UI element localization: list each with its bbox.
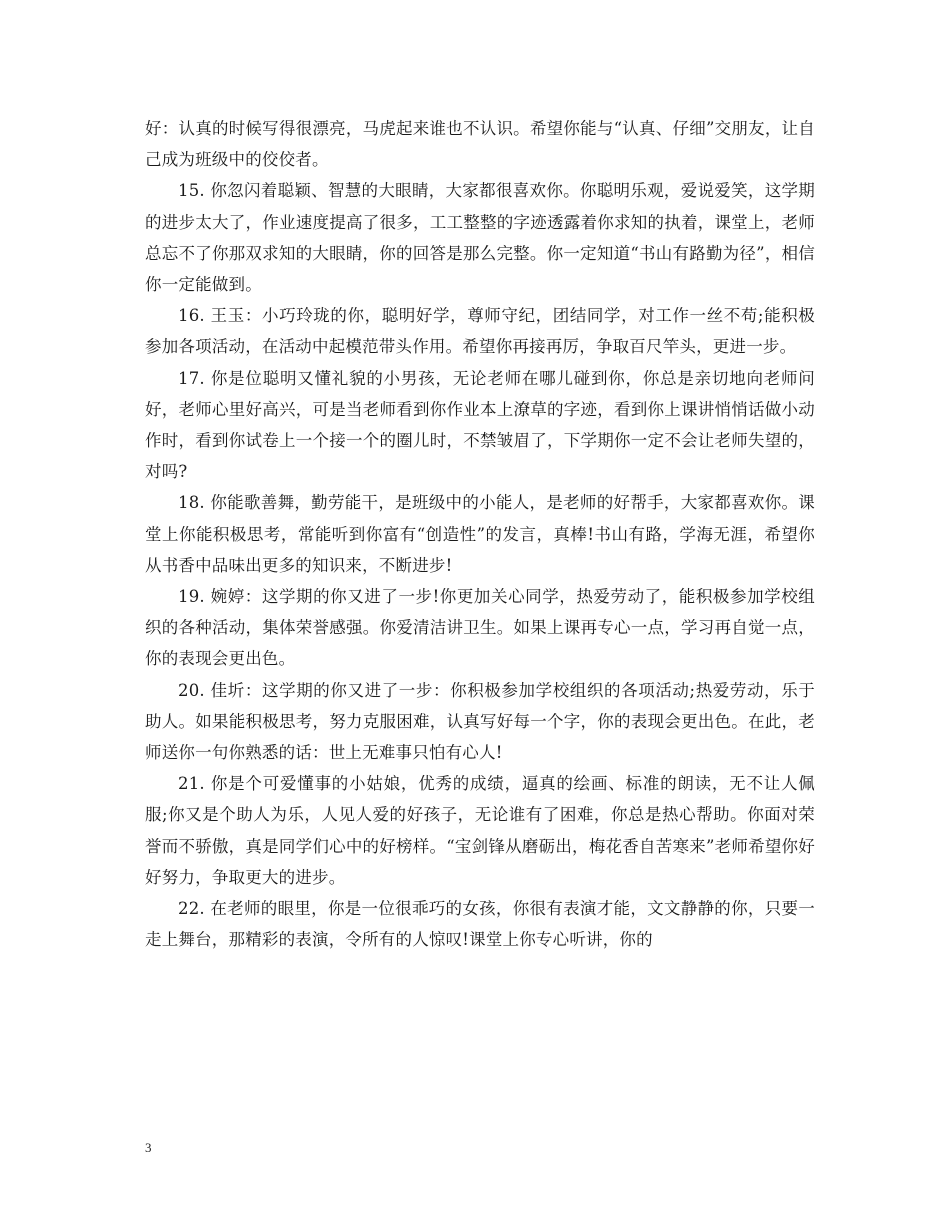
paragraph-19: 19. 婉婷：这学期的你又进了一步!你更加关心同学，热爱劳动了，能积极参加学校组织的各种活动，集体荣誉感强。你爱清洁讲卫生。如果上课再专心一点，学习再自觉一点，你的表现会更出色。 xyxy=(145,587,815,669)
document-body xyxy=(145,113,815,955)
paragraph-18: 18. 你能歌善舞，勤劳能干，是班级中的小能人，是老师的好帮手，大家都喜欢你。课堂上你能积极思考，常能听到你富有“创造性”的发言，真棒!书山有路，学海无涯，希望你从书香中品味出更多的知识来，不断进步! xyxy=(145,493,815,575)
paragraph-16: 16. 王玉：小巧玲珑的你，聪明好学，尊师守纪，团结同学，对工作一丝不苟;能积极参加各项活动，在活动中起模范带头作用。希望你再接再厉，争取百尺竿头，更进一步。 xyxy=(145,306,815,357)
paragraph-15: 15. 你忽闪着聪颖、智慧的大眼睛，大家都很喜欢你。你聪明乐观，爱说爱笑，这学期的进步太大了，作业速度提高了很多，工工整整的字迹透露着你求知的执着，课堂上，老师总忘不了你那双求知的大眼睛，你的回答是那么完整。你一定知道“书山有路勤为径”，相信你一定能做到。 xyxy=(145,181,815,295)
paragraph-22: 22. 在老师的眼里，你是一位很乖巧的女孩，你很有表演才能，文文静静的你，只要一走上舞台，那精彩的表演，令所有的人惊叹!课堂上你专心听讲，你的 xyxy=(145,899,815,950)
page-number: 3 xyxy=(145,1140,152,1155)
paragraph-continuation: 好：认真的时候写得很漂亮，马虎起来谁也不认识。希望你能与“认真、仔细”交朋友，让自己成为班级中的佼佼者。 xyxy=(145,119,815,170)
paragraph-17: 17. 你是位聪明又懂礼貌的小男孩，无论老师在哪儿碰到你，你总是亲切地向老师问好，老师心里好高兴，可是当老师看到你作业本上潦草的字迹，看到你上课讲悄悄话做小动作时，看到你试卷上一个接一个的圈儿时，不禁皱眉了，下学期你一定不会让老师失望的，对吗? xyxy=(145,368,815,482)
paragraph-20: 20. 佳圻：这学期的你又进了一步：你积极参加学校组织的各项活动;热爱劳动，乐于助人。如果能积极思考，努力克服困难，认真写好每一个字，你的表现会更出色。在此，老师送你一句你熟悉的话：世上无难事只怕有心人! xyxy=(145,680,815,763)
paragraph-21: 21. 你是个可爱懂事的小姑娘，优秀的成绩，逼真的绘画、标准的朗读，无不让人佩服;你又是个助人为乐，人见人爱的好孩子，无论谁有了困难，你总是热心帮助。你面对荣誉而不骄傲，真是同学们心中的好榜样。“宝剑锋从磨砺出，梅花香自苦寒来”老师希望你好好努力，争取更大的进步。 xyxy=(145,774,815,887)
